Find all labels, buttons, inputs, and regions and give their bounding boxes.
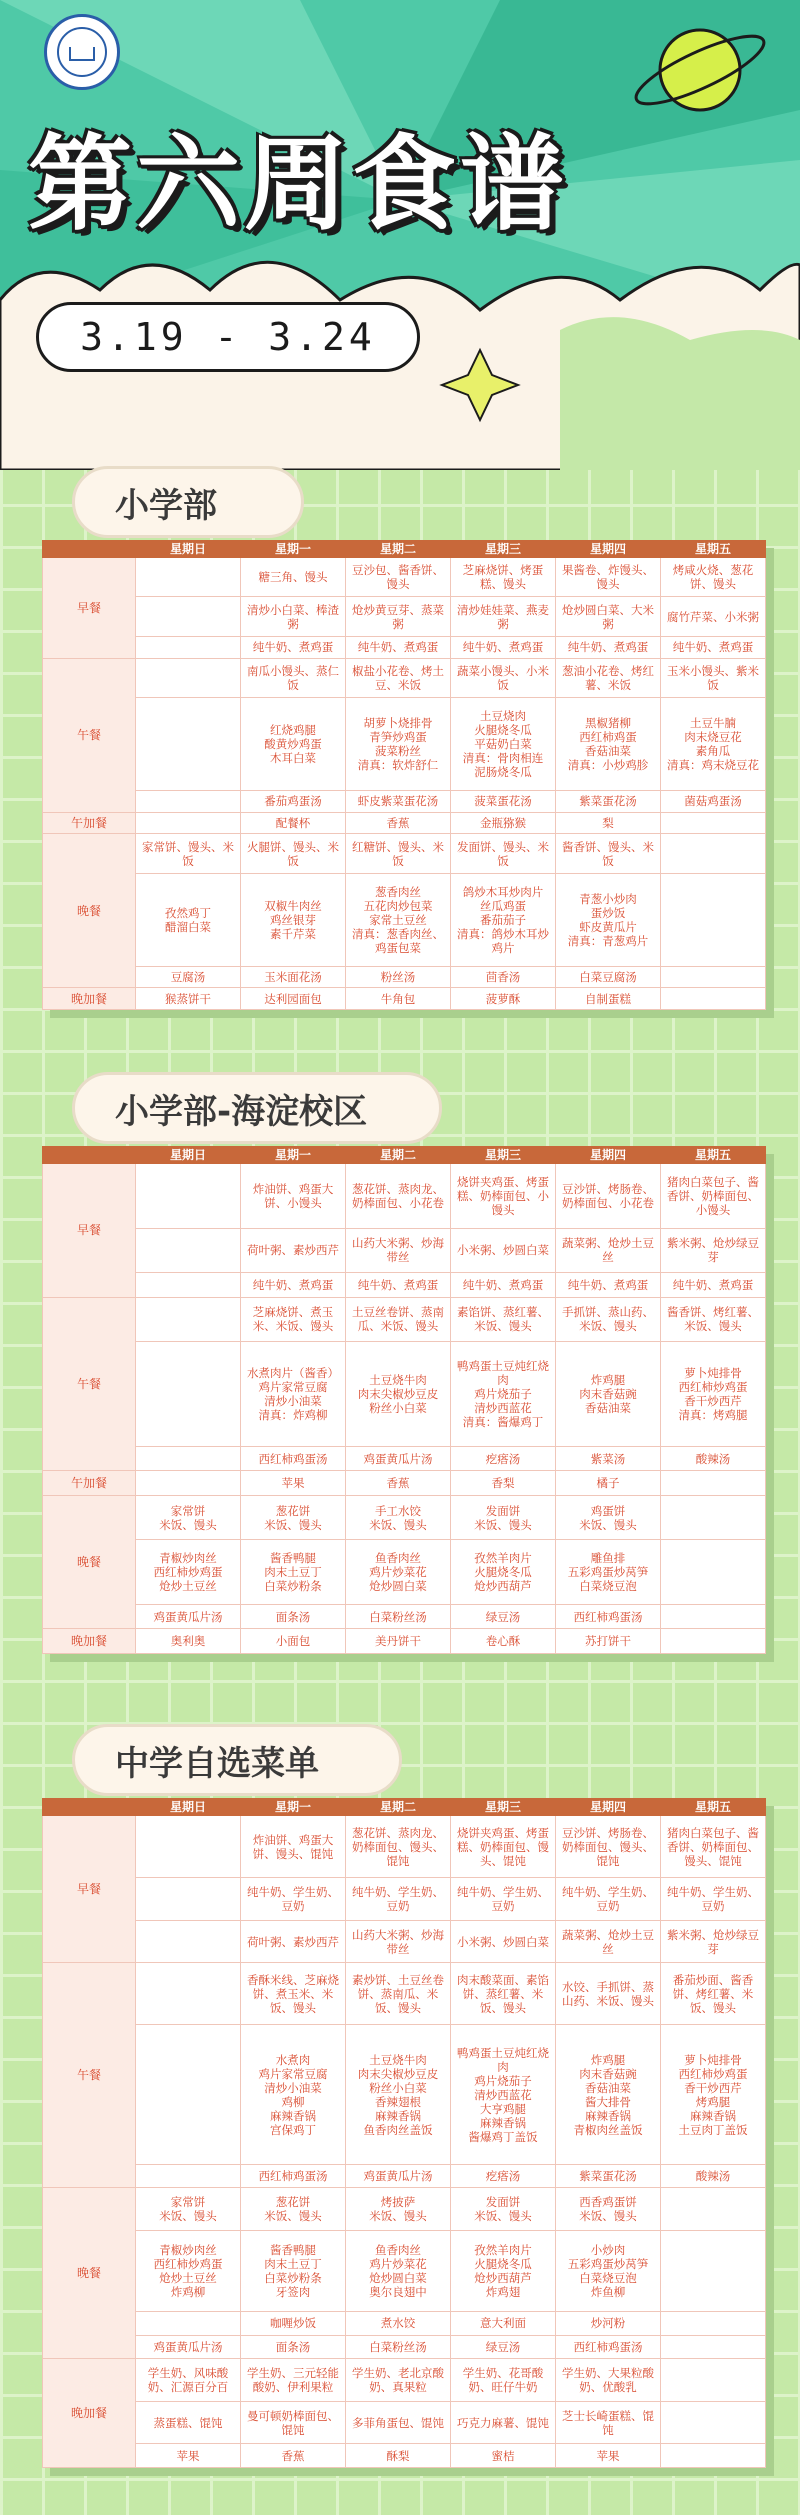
menu-cell: 肉末酸菜面、素馅饼、蒸红薯、米饭、馒头 — [451, 1963, 556, 2025]
menu-cell: 酸辣汤 — [661, 1447, 766, 1471]
menu-cell: 番茄炒面、酱香饼、烤红薯、米饭、馒头 — [661, 1963, 766, 2025]
menu-row — [43, 1920, 766, 1963]
menu-cell — [661, 2335, 766, 2358]
menu-cell: 烧饼夹鸡蛋、烤蛋糕、奶棒面包、馒头、馄饨 — [451, 1816, 556, 1878]
meal-label: 早餐 — [43, 1164, 136, 1298]
menu-cell: 苹果 — [136, 2444, 241, 2468]
menu-cell: 果酱卷、炸馒头、馒头 — [556, 558, 661, 597]
meal-label: 晚餐 — [43, 1495, 136, 1629]
menu-row — [43, 790, 766, 812]
menu-cell: 椒盐小花卷、烤土豆、米饭 — [346, 658, 451, 697]
menu-cell: 红糖饼、馒头、米饭 — [346, 834, 451, 873]
menu-table-haidian — [42, 1146, 766, 1654]
menu-cell — [136, 658, 241, 697]
menu-cell: 豆沙包、酱香饼、馒头 — [346, 558, 451, 597]
menu-cell: 糖三角、馒头 — [241, 558, 346, 597]
menu-cell: 香蕉 — [241, 2444, 346, 2468]
school-logo — [44, 14, 120, 90]
menu-cell: 鸡蛋饼 米饭、馒头 — [556, 1495, 661, 1540]
menu-cell — [136, 1297, 241, 1342]
menu-cell — [136, 597, 241, 636]
menu-cell: 火腿饼、馒头、米饭 — [241, 834, 346, 873]
menu-cell: 纯牛奶、煮鸡蛋 — [241, 636, 346, 658]
menu-cell: 芝麻烧饼、煮玉米、米饭、馒头 — [241, 1297, 346, 1342]
menu-cell: 孜然鸡丁 醋溜白菜 — [136, 873, 241, 966]
menu-cell: 鸡蛋黄瓜片汤 — [136, 2335, 241, 2358]
date-range: 3.19 - 3.24 — [36, 302, 420, 372]
menu-cell: 水煮肉片（酱香） 鸡片家常豆腐 清炒小油菜 清真：炸鸡柳 — [241, 1342, 346, 1447]
menu-cell — [661, 988, 766, 1010]
menu-cell: 家常饼 米饭、馒头 — [136, 2188, 241, 2231]
day-header: 星期二 — [346, 1147, 451, 1164]
menu-cell: 香梨 — [451, 1471, 556, 1495]
menu-cell — [661, 1540, 766, 1605]
menu-cell: 小米粥、炒圆白菜 — [451, 1920, 556, 1963]
menu-cell: 酸辣汤 — [661, 2164, 766, 2187]
menu-cell: 黑椒猪柳 西红柿鸡蛋 香菇油菜 清真：小炒鸡胗 — [556, 698, 661, 791]
menu-row — [43, 1447, 766, 1471]
section-title-middle-school: 中学自选菜单 — [72, 1724, 402, 1796]
menu-cell — [136, 1920, 241, 1963]
menu-row — [43, 1297, 766, 1342]
menu-cell — [136, 1273, 241, 1297]
menu-cell: 家常饼 米饭、馒头 — [136, 1495, 241, 1540]
menu-cell: 土豆牛腩 肉末烧豆花 素角瓜 清真：鸡末烧豆花 — [661, 698, 766, 791]
menu-cell: 咖喱炒饭 — [241, 2312, 346, 2335]
menu-cell: 水煮肉 鸡片家常豆腐 清炒小油菜 鸡柳 麻辣香锅 宫保鸡丁 — [241, 2025, 346, 2164]
menu-cell: 炸油饼、鸡蛋大饼、小馒头 — [241, 1164, 346, 1229]
menu-cell — [136, 2164, 241, 2187]
menu-row — [43, 1471, 766, 1495]
menu-cell — [136, 1878, 241, 1921]
menu-cell: 素馅饼、蒸红薯、米饭、馒头 — [451, 1297, 556, 1342]
meal-label: 午加餐 — [43, 812, 136, 834]
menu-cell: 猪肉白菜包子、酱香饼、奶棒面包、小馒头 — [661, 1164, 766, 1229]
menu-cell: 曼可顿奶棒面包、馄饨 — [241, 2401, 346, 2444]
menu-cell: 鸭鸡蛋土豆炖红烧肉 鸡片烧茄子 清炒西蓝花 清真：酱爆鸡丁 — [451, 1342, 556, 1447]
menu-cell: 南瓜小馒头、蒸仁饭 — [241, 658, 346, 697]
menu-cell — [136, 1447, 241, 1471]
menu-cell: 绿豆汤 — [451, 1605, 556, 1629]
menu-cell: 葱油小花卷、烤红薯、米饭 — [556, 658, 661, 697]
menu-cell: 疙瘩汤 — [451, 1447, 556, 1471]
menu-cell: 学生奶、老北京酸奶、真果粒 — [346, 2358, 451, 2401]
menu-cell: 炸鸡腿 肉末香菇豌 香菇油菜 酱大排骨 麻辣香锅 青椒肉丝盖饭 — [556, 2025, 661, 2164]
menu-row — [43, 2335, 766, 2358]
menu-row — [43, 658, 766, 697]
menu-cell — [136, 636, 241, 658]
menu-cell: 烤咸火烧、葱花饼、馒头 — [661, 558, 766, 597]
menu-cell: 白菜粉丝汤 — [346, 1605, 451, 1629]
menu-table-middle-school — [42, 1798, 766, 2468]
day-header: 星期五 — [661, 1147, 766, 1164]
menu-cell: 西红柿鸡蛋汤 — [556, 2335, 661, 2358]
menu-row — [43, 2444, 766, 2468]
menu-cell: 山药大米粥、炒海带丝 — [346, 1920, 451, 1963]
menu-cell: 孜然羊肉片 火腿烧冬瓜 炝炒西葫芦 炸鸡翅 — [451, 2230, 556, 2311]
menu-cell: 紫菜蛋花汤 — [556, 2164, 661, 2187]
menu-cell — [136, 1963, 241, 2025]
menu-cell — [136, 1228, 241, 1273]
menu-cell: 萝卜炖排骨 西红柿炒鸡蛋 香干炒西芹 烤鸡腿 麻辣香锅 土豆肉丁盖饭 — [661, 2025, 766, 2164]
menu-cell: 红烧鸡腿 酸黄炒鸡蛋 木耳白菜 — [241, 698, 346, 791]
menu-cell — [136, 1164, 241, 1229]
day-header: 星期四 — [556, 1147, 661, 1164]
menu-cell: 豆腐汤 — [136, 966, 241, 988]
menu-cell: 菠菜蛋花汤 — [451, 790, 556, 812]
menu-row — [43, 1495, 766, 1540]
menu-cell: 蔬菜粥、炝炒土豆丝 — [556, 1920, 661, 1963]
menu-row — [43, 2188, 766, 2231]
menu-row — [43, 1629, 766, 1654]
menu-row — [43, 1963, 766, 2025]
menu-cell: 纯牛奶、学生奶、豆奶 — [661, 1878, 766, 1921]
menu-row — [43, 988, 766, 1010]
menu-cell: 青葱小炒肉 蛋炒饭 虾皮黄瓜片 清真：青葱鸡片 — [556, 873, 661, 966]
menu-cell: 纯牛奶、煮鸡蛋 — [451, 636, 556, 658]
menu-cell: 豆沙饼、烤肠卷、奶棒面包、小花卷 — [556, 1164, 661, 1229]
menu-row — [43, 2025, 766, 2164]
menu-row — [43, 2312, 766, 2335]
menu-row — [43, 966, 766, 988]
menu-cell: 小面包 — [241, 1629, 346, 1654]
menu-cell: 山药大米粥、炒海带丝 — [346, 1228, 451, 1273]
day-header: 星期三 — [451, 1147, 556, 1164]
menu-cell: 发面饼 米饭、馒头 — [451, 1495, 556, 1540]
menu-row — [43, 2401, 766, 2444]
menu-cell: 粉丝汤 — [346, 966, 451, 988]
menu-cell: 猴蒸饼干 — [136, 988, 241, 1010]
meal-label: 晚餐 — [43, 834, 136, 988]
menu-cell: 发面饼 米饭、馒头 — [451, 2188, 556, 2231]
menu-cell: 学生奶、三元轻能酸奶、伊利果粒 — [241, 2358, 346, 2401]
menu-cell: 土豆烧牛肉 肉末尖椒炒豆皮 粉丝小白菜 香辣翅根 麻辣香锅 鱼香肉丝盖饭 — [346, 2025, 451, 2164]
menu-cell: 酱香饼、烤红薯、米饭、馒头 — [661, 1297, 766, 1342]
menu-cell: 芝士长崎蛋糕、馄饨 — [556, 2401, 661, 2444]
menu-row — [43, 812, 766, 834]
menu-cell: 美丹饼干 — [346, 1629, 451, 1654]
meal-label: 早餐 — [43, 1816, 136, 1963]
menu-cell: 鸭鸡蛋土豆炖红烧肉 鸡片烧茄子 清炒西蓝花 大亨鸡腿 麻辣香锅 酱爆鸡丁盖饭 — [451, 2025, 556, 2164]
menu-cell: 白菜豆腐汤 — [556, 966, 661, 988]
meal-label: 早餐 — [43, 558, 136, 659]
menu-cell: 金瓶猕猴 — [451, 812, 556, 834]
menu-cell: 菠萝酥 — [451, 988, 556, 1010]
menu-cell: 梨 — [556, 812, 661, 834]
menu-table-primary — [42, 540, 766, 1010]
page-title: 第六周食谱 — [28, 123, 569, 245]
meal-label: 午餐 — [43, 1297, 136, 1471]
menu-cell: 玉米小馒头、紫米饭 — [661, 658, 766, 697]
menu-cell: 面条汤 — [241, 1605, 346, 1629]
menu-cell: 西红柿鸡蛋汤 — [241, 1447, 346, 1471]
menu-cell: 蔬菜小馒头、小米饭 — [451, 658, 556, 697]
menu-cell: 苹果 — [556, 2444, 661, 2468]
menu-cell: 腐竹芹菜、小米粥 — [661, 597, 766, 636]
menu-row — [43, 1273, 766, 1297]
menu-cell: 酱香鸭腿 肉末土豆丁 白菜炒粉条 — [241, 1540, 346, 1605]
menu-cell: 纯牛奶、学生奶、豆奶 — [451, 1878, 556, 1921]
menu-cell: 手抓饼、蒸山药、米饭、馒头 — [556, 1297, 661, 1342]
menu-row — [43, 2358, 766, 2401]
menu-cell: 鸡蛋黄瓜片汤 — [346, 2164, 451, 2187]
menu-cell: 苏打饼干 — [556, 1629, 661, 1654]
menu-row — [43, 873, 766, 966]
menu-cell: 香蕉 — [346, 812, 451, 834]
header-corner — [43, 541, 136, 558]
menu-cell: 多菲角蛋包、馄饨 — [346, 2401, 451, 2444]
menu-cell: 烧饼夹鸡蛋、烤蛋糕、奶棒面包、小馒头 — [451, 1164, 556, 1229]
menu-cell — [661, 2188, 766, 2231]
menu-cell: 葱花饼、蒸肉龙、奶棒面包、小花卷 — [346, 1164, 451, 1229]
menu-cell: 虾皮紫菜蛋花汤 — [346, 790, 451, 812]
meal-label: 晚餐 — [43, 2188, 136, 2359]
menu-cell: 雕鱼排 五彩鸡蛋炒莴笋 白菜烧豆泡 — [556, 1540, 661, 1605]
menu-cell: 烤披萨 米饭、馒头 — [346, 2188, 451, 2231]
menu-cell — [661, 2312, 766, 2335]
menu-cell — [136, 2025, 241, 2164]
menu-cell — [136, 1471, 241, 1495]
menu-cell: 土豆烧牛肉 肉末尖椒炒豆皮 粉丝小白菜 — [346, 1342, 451, 1447]
menu-cell — [661, 1495, 766, 1540]
day-header: 星期五 — [661, 541, 766, 558]
menu-card-haidian — [42, 1146, 766, 1654]
menu-cell: 牛角包 — [346, 988, 451, 1010]
section-title-primary: 小学部 — [72, 466, 304, 538]
menu-cell: 纯牛奶、煮鸡蛋 — [451, 1273, 556, 1297]
menu-cell: 香酥米线、芝麻烧饼、煮玉米、米饭、馒头 — [241, 1963, 346, 2025]
menu-cell: 蒸蛋糕、馄饨 — [136, 2401, 241, 2444]
menu-row — [43, 2164, 766, 2187]
menu-cell — [661, 1605, 766, 1629]
menu-cell: 白菜粉丝汤 — [346, 2335, 451, 2358]
menu-row — [43, 1342, 766, 1447]
menu-cell: 水饺、手抓饼、蒸山药、米饭、馒头 — [556, 1963, 661, 2025]
menu-cell: 绿豆汤 — [451, 2335, 556, 2358]
menu-cell: 意大利面 — [451, 2312, 556, 2335]
menu-cell — [661, 834, 766, 873]
day-header: 星期日 — [136, 541, 241, 558]
meal-label: 午餐 — [43, 1963, 136, 2188]
menu-cell: 猪肉白菜包子、酱香饼、奶棒面包、馒头、馄饨 — [661, 1816, 766, 1878]
day-header: 星期三 — [451, 1799, 556, 1816]
menu-cell: 鸡蛋黄瓜片汤 — [346, 1447, 451, 1471]
menu-cell: 学生奶、风味酸奶、汇源百分百 — [136, 2358, 241, 2401]
menu-cell: 孜然羊肉片 火腿烧冬瓜 炝炒西葫芦 — [451, 1540, 556, 1605]
menu-cell: 葱香肉丝 五花肉炒包菜 家常土豆丝 清真：葱香肉丝、鸡蛋包菜 — [346, 873, 451, 966]
menu-cell: 达利园面包 — [241, 988, 346, 1010]
menu-cell: 茴香汤 — [451, 966, 556, 988]
day-header: 星期一 — [241, 1799, 346, 1816]
menu-card-primary — [42, 540, 766, 1010]
menu-cell: 纯牛奶、学生奶、豆奶 — [556, 1878, 661, 1921]
menu-cell: 萝卜炖排骨 西红柿炒鸡蛋 香干炒西芹 清真：烤鸡腿 — [661, 1342, 766, 1447]
menu-cell: 纯牛奶、煮鸡蛋 — [661, 1273, 766, 1297]
menu-cell: 卷心酥 — [451, 1629, 556, 1654]
menu-cell: 学生奶、大果粒酸奶、优酸乳 — [556, 2358, 661, 2401]
menu-row — [43, 1540, 766, 1605]
menu-cell — [136, 698, 241, 791]
menu-cell: 面条汤 — [241, 2335, 346, 2358]
menu-cell — [136, 2312, 241, 2335]
menu-cell: 荷叶粥、素炒西芹 — [241, 1920, 346, 1963]
menu-row — [43, 558, 766, 597]
header-corner — [43, 1799, 136, 1816]
menu-cell: 西香鸡蛋饼 米饭、馒头 — [556, 2188, 661, 2231]
menu-row — [43, 2230, 766, 2311]
menu-cell: 紫米粥、炝炒绿豆芽 — [661, 1228, 766, 1273]
menu-cell — [136, 790, 241, 812]
header-corner — [43, 1147, 136, 1164]
menu-cell: 家常饼、馒头、米饭 — [136, 834, 241, 873]
menu-cell — [661, 873, 766, 966]
menu-cell: 鸽炒木耳炒肉片 丝瓜鸡蛋 番茄茄子 清真：鸽炒木耳炒鸡片 — [451, 873, 556, 966]
menu-cell: 菌菇鸡蛋汤 — [661, 790, 766, 812]
menu-cell: 纯牛奶、煮鸡蛋 — [556, 636, 661, 658]
menu-cell: 纯牛奶、煮鸡蛋 — [241, 1273, 346, 1297]
menu-cell: 蜜桔 — [451, 2444, 556, 2468]
menu-cell: 紫米粥、炝炒绿豆芽 — [661, 1920, 766, 1963]
menu-card-middle-school — [42, 1798, 766, 2468]
menu-cell: 鸡蛋黄瓜片汤 — [136, 1605, 241, 1629]
menu-cell — [661, 966, 766, 988]
menu-cell: 紫菜蛋花汤 — [556, 790, 661, 812]
day-header: 星期二 — [346, 541, 451, 558]
menu-row — [43, 1228, 766, 1273]
meal-label: 午加餐 — [43, 1471, 136, 1495]
meal-label: 晚加餐 — [43, 1629, 136, 1654]
menu-cell: 豆沙饼、烤肠卷、奶棒面包、馒头、馄饨 — [556, 1816, 661, 1878]
menu-row — [43, 698, 766, 791]
day-header: 星期五 — [661, 1799, 766, 1816]
menu-cell: 自制蛋糕 — [556, 988, 661, 1010]
menu-cell: 土豆丝卷饼、蒸南瓜、米饭、馒头 — [346, 1297, 451, 1342]
menu-cell: 葱花饼 米饭、馒头 — [241, 1495, 346, 1540]
menu-cell: 双椒牛肉丝 鸡丝银芽 素千芹菜 — [241, 873, 346, 966]
menu-cell: 配餐杯 — [241, 812, 346, 834]
menu-cell: 奥利奥 — [136, 1629, 241, 1654]
day-header: 星期三 — [451, 541, 556, 558]
menu-cell: 青椒炒肉丝 西红柿炒鸡蛋 炝炒土豆丝 — [136, 1540, 241, 1605]
menu-cell — [661, 1471, 766, 1495]
menu-cell: 纯牛奶、煮鸡蛋 — [556, 1273, 661, 1297]
day-header: 星期四 — [556, 1799, 661, 1816]
menu-cell: 香蕉 — [346, 1471, 451, 1495]
hero-banner — [0, 0, 800, 470]
menu-cell — [136, 558, 241, 597]
menu-cell: 鱼香肉丝 鸡片炒菜花 炝炒圆白菜 — [346, 1540, 451, 1605]
menu-cell: 葱花饼 米饭、馒头 — [241, 2188, 346, 2231]
day-header: 星期四 — [556, 541, 661, 558]
menu-cell: 炝炒黄豆芽、蒸菜粥 — [346, 597, 451, 636]
menu-cell: 小炒肉 五彩鸡蛋炒莴笋 白菜烧豆泡 炸鱼柳 — [556, 2230, 661, 2311]
menu-cell: 清炒娃娃菜、燕麦粥 — [451, 597, 556, 636]
menu-cell — [136, 1816, 241, 1878]
menu-cell: 小米粥、炒圆白菜 — [451, 1228, 556, 1273]
menu-cell: 青椒炒肉丝 西红柿炒鸡蛋 炝炒土豆丝 炸鸡柳 — [136, 2230, 241, 2311]
menu-cell: 纯牛奶、煮鸡蛋 — [661, 636, 766, 658]
day-header: 星期一 — [241, 1147, 346, 1164]
menu-row — [43, 834, 766, 873]
menu-cell: 酥梨 — [346, 2444, 451, 2468]
menu-cell — [136, 812, 241, 834]
menu-row — [43, 1878, 766, 1921]
menu-cell: 苹果 — [241, 1471, 346, 1495]
menu-cell: 学生奶、花哥酸奶、旺仔牛奶 — [451, 2358, 556, 2401]
menu-cell: 素炒饼、土豆丝卷饼、蒸南瓜、米饭、馒头 — [346, 1963, 451, 2025]
menu-cell: 玉米面花汤 — [241, 966, 346, 988]
menu-row — [43, 636, 766, 658]
menu-cell: 炝炒圆白菜、大米粥 — [556, 597, 661, 636]
day-header: 星期一 — [241, 541, 346, 558]
menu-cell: 西红柿鸡蛋汤 — [241, 2164, 346, 2187]
menu-cell: 葱花饼、蒸肉龙、奶棒面包、馒头、馄饨 — [346, 1816, 451, 1878]
menu-cell: 酱香饼、馒头、米饭 — [556, 834, 661, 873]
menu-cell: 炸油饼、鸡蛋大饼、馒头、馄饨 — [241, 1816, 346, 1878]
menu-row — [43, 1605, 766, 1629]
menu-cell — [661, 812, 766, 834]
meal-label: 晚加餐 — [43, 988, 136, 1010]
menu-cell — [661, 2230, 766, 2311]
menu-cell: 番茄鸡蛋汤 — [241, 790, 346, 812]
menu-cell: 西红柿鸡蛋汤 — [556, 1605, 661, 1629]
menu-cell: 炸鸡腿 肉末香菇豌 香菇油菜 — [556, 1342, 661, 1447]
menu-cell — [661, 2401, 766, 2444]
menu-cell — [136, 1342, 241, 1447]
section-title-haidian: 小学部-海淀校区 — [72, 1072, 442, 1144]
menu-cell — [661, 2358, 766, 2401]
menu-cell — [661, 2444, 766, 2468]
day-header: 星期日 — [136, 1799, 241, 1816]
menu-cell: 橘子 — [556, 1471, 661, 1495]
menu-cell: 巧克力麻薯、馄饨 — [451, 2401, 556, 2444]
meal-label: 晚加餐 — [43, 2358, 136, 2467]
menu-cell: 清炒小白菜、棒渣粥 — [241, 597, 346, 636]
menu-row — [43, 1816, 766, 1878]
menu-cell: 紫菜汤 — [556, 1447, 661, 1471]
menu-cell: 芝麻烧饼、烤蛋糕、馒头 — [451, 558, 556, 597]
menu-row — [43, 1164, 766, 1229]
menu-cell: 土豆烧肉 火腿烧冬瓜 平菇奶白菜 清真：骨肉相连 泥肠烧冬瓜 — [451, 698, 556, 791]
menu-cell: 手工水饺 米饭、馒头 — [346, 1495, 451, 1540]
menu-row — [43, 597, 766, 636]
menu-cell: 纯牛奶、煮鸡蛋 — [346, 1273, 451, 1297]
menu-cell: 煮水饺 — [346, 2312, 451, 2335]
planet-icon — [660, 30, 740, 110]
menu-cell: 发面饼、馒头、米饭 — [451, 834, 556, 873]
menu-cell: 疙瘩汤 — [451, 2164, 556, 2187]
menu-cell: 炒河粉 — [556, 2312, 661, 2335]
menu-cell — [661, 1629, 766, 1654]
day-header: 星期日 — [136, 1147, 241, 1164]
menu-cell: 胡萝卜烧排骨 青笋炒鸡蛋 菠菜粉丝 清真：软炸舒仁 — [346, 698, 451, 791]
menu-cell: 纯牛奶、煮鸡蛋 — [346, 636, 451, 658]
menu-cell: 纯牛奶、学生奶、豆奶 — [241, 1878, 346, 1921]
menu-cell: 鱼香肉丝 鸡片炒菜花 炝炒圆白菜 奥尔良翅中 — [346, 2230, 451, 2311]
menu-cell: 纯牛奶、学生奶、豆奶 — [346, 1878, 451, 1921]
day-header: 星期二 — [346, 1799, 451, 1816]
menu-cell: 蔬菜粥、炝炒土豆丝 — [556, 1228, 661, 1273]
menu-cell: 荷叶粥、素炒西芹 — [241, 1228, 346, 1273]
meal-label: 午餐 — [43, 658, 136, 812]
menu-cell: 酱香鸭腿 肉末土豆丁 白菜炒粉条 牙签肉 — [241, 2230, 346, 2311]
